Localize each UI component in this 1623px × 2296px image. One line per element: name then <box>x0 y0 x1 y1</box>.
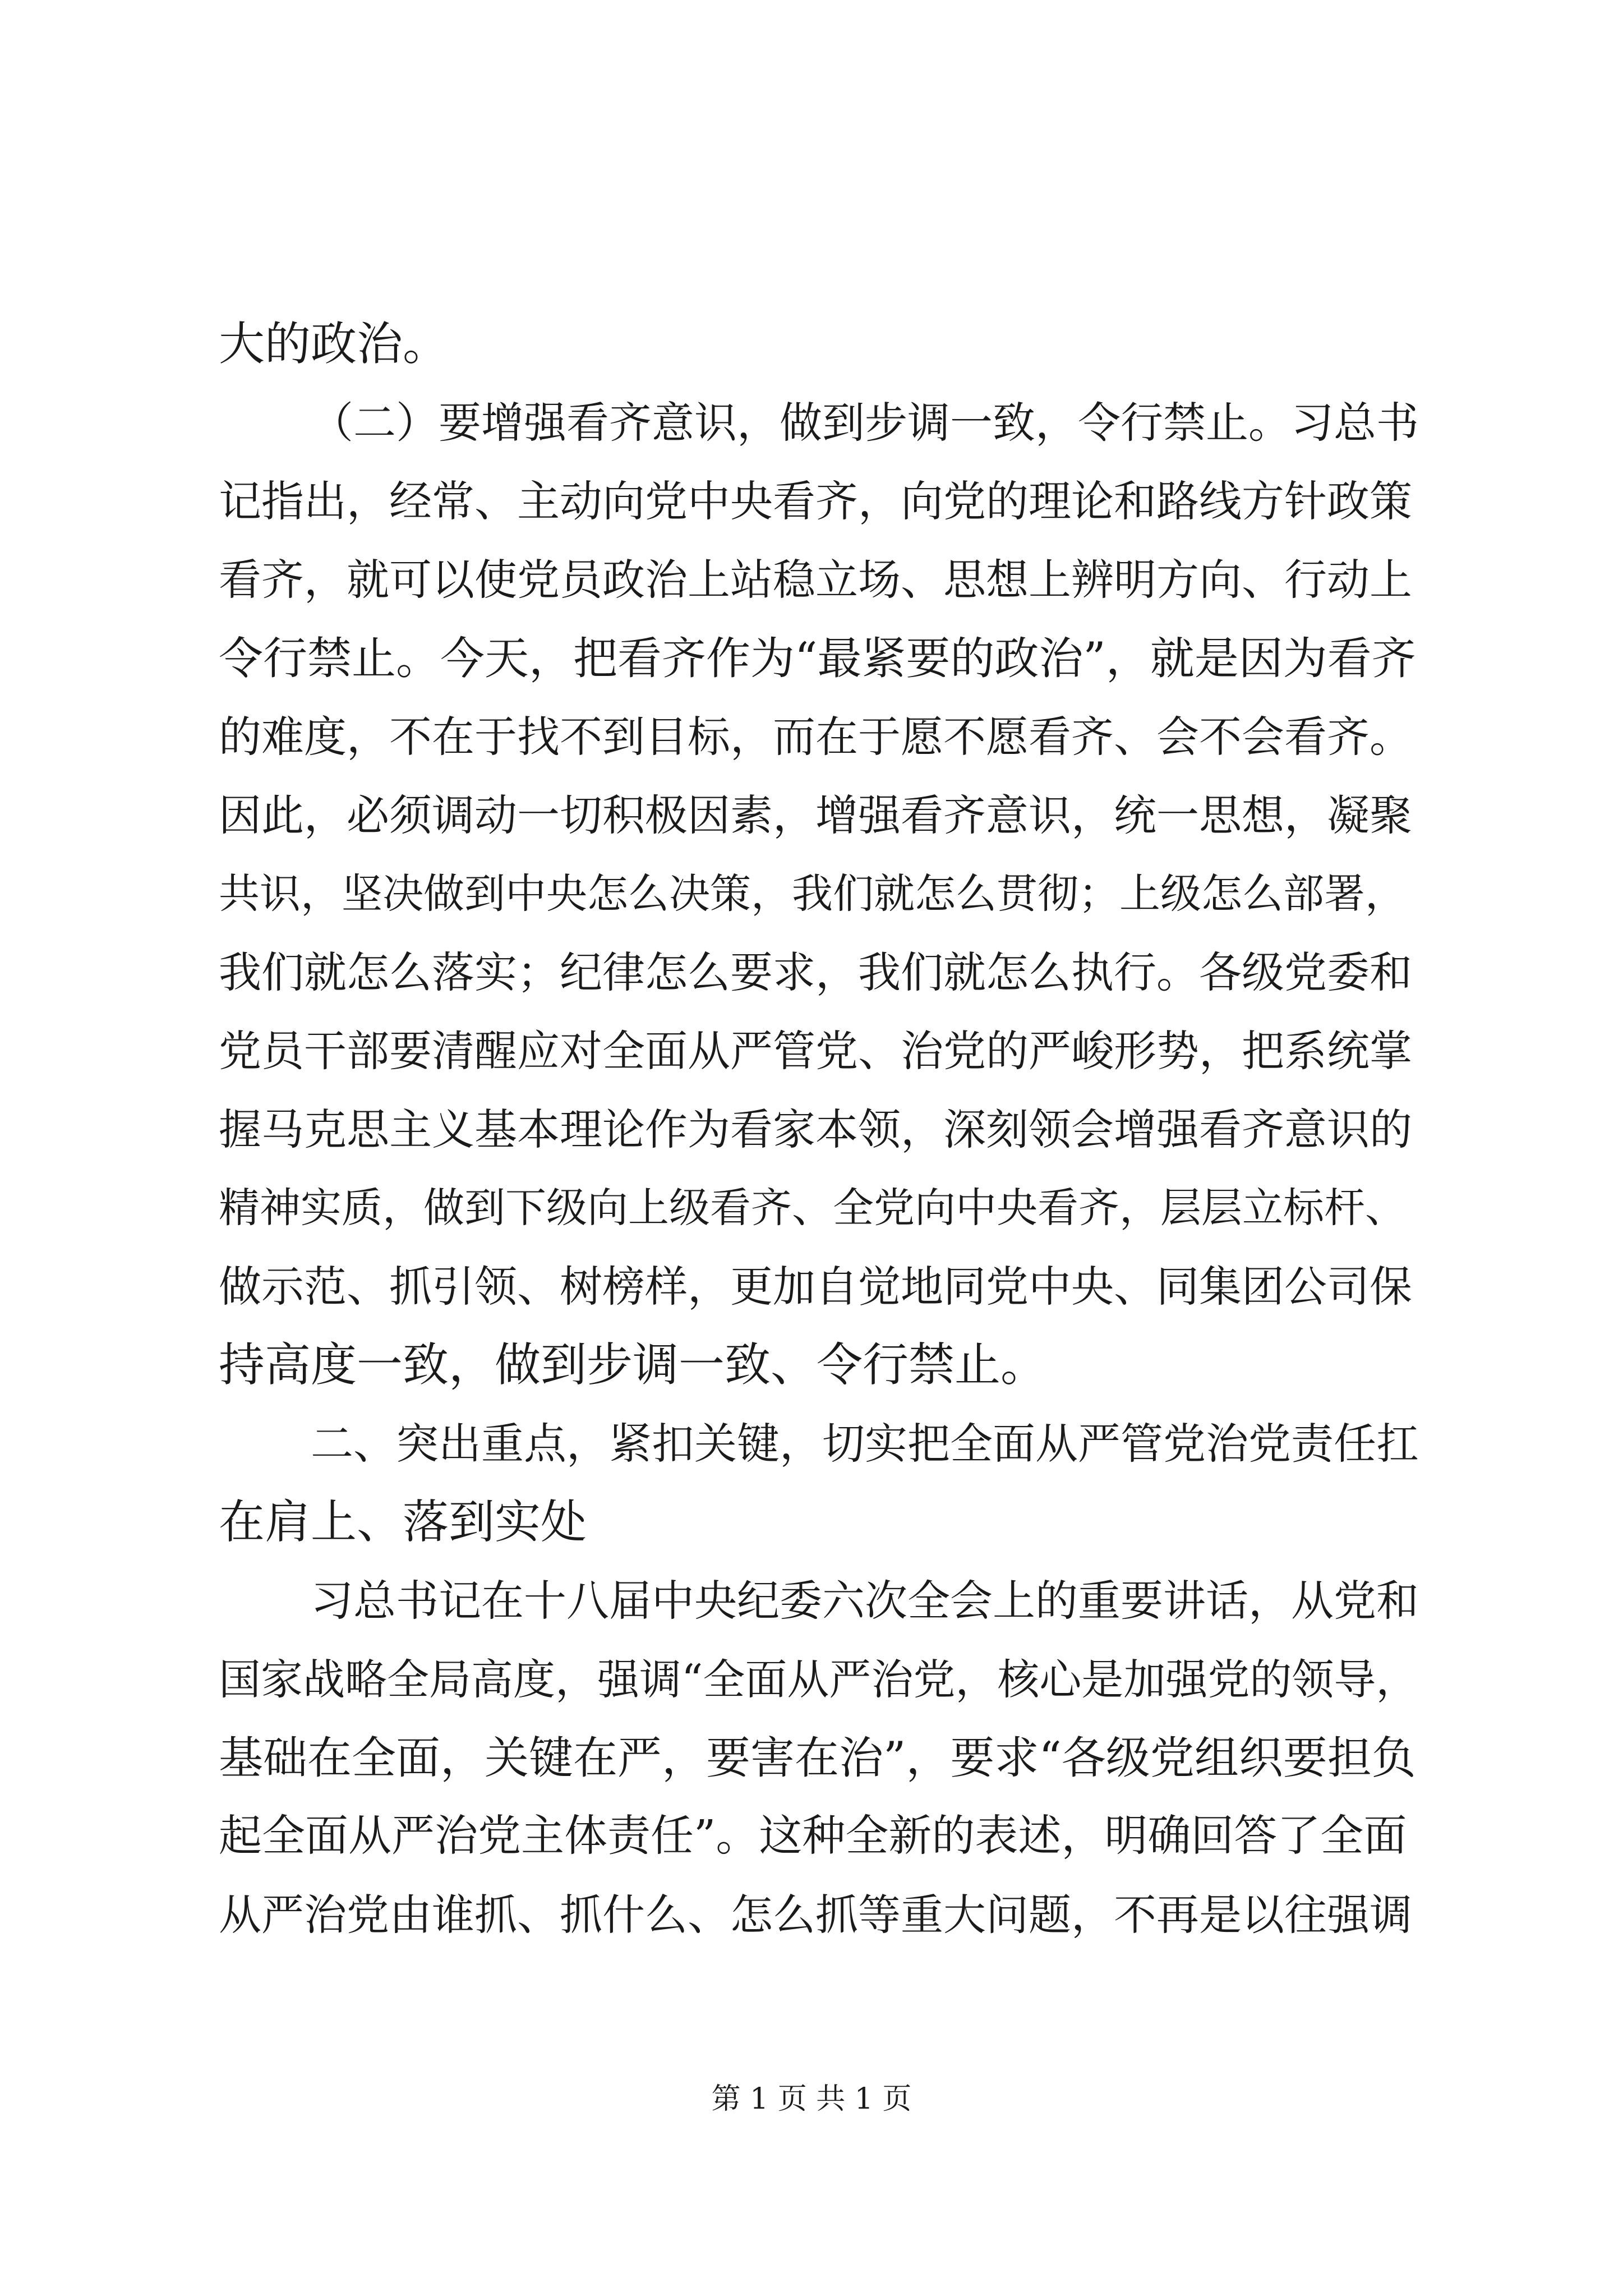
text-line: 看齐，就可以使党员政治上站稳立场、思想上辨明方向、行动上 <box>219 555 1412 605</box>
text-line: 握马克思主义基本理论作为看家本领，深刻领会增强看齐意识的 <box>219 1105 1412 1154</box>
text-line: 习总书记在十八届中央纪委六次全会上的重要讲话，从党和 <box>311 1576 1419 1626</box>
text-line: 基础在全面，关键在严，要害在治”，要求“各级党组织要担负 <box>219 1732 1416 1784</box>
page-number-footer: 第 1 页 共 1 页 <box>711 2082 912 2116</box>
text-line: 共识，坚决做到中央怎么决策，我们就怎么贯彻；上级怎么部署， <box>219 870 1406 918</box>
text-line: 我们就怎么落实；纪律怎么要求，我们就怎么执行。各级党委和 <box>219 947 1412 997</box>
text-line: （二）要增强看齐意识，做到步调一致，令行禁止。习总书 <box>311 398 1419 448</box>
text-line: 因此，必须调动一切积极因素，增强看齐意识，统一思想，凝聚 <box>219 790 1412 840</box>
text-line: 持高度一致，做到步调一致、令行禁止。 <box>219 1338 1047 1392</box>
text-line: 起全面从严治党主体责任”。这种全新的表述，明确回答了全面 <box>219 1811 1407 1861</box>
text-line: 党员干部要清醒应对全面从严管党、治党的严峻形势，把系统掌 <box>219 1026 1412 1076</box>
text-line: 的难度，不在于找不到目标，而在于愿不愿看齐、会不会看齐。 <box>219 712 1412 762</box>
text-line: 令行禁止。今天，把看齐作为“最紧要的政治”，就是因为看齐 <box>219 633 1416 684</box>
text-line: 国家战略全局高度，强调“全面从严治党，核心是加强党的领导， <box>219 1655 1418 1704</box>
text-line: 从严治党由谁抓、抓什么、怎么抓等重大问题，不再是以往强调 <box>219 1890 1412 1940</box>
text-line: 做示范、抓引领、树榜样，更加自觉地同党中央、同集团公司保 <box>219 1262 1412 1312</box>
text-line: 大的政治。 <box>219 318 449 371</box>
section-heading-line: 二、突出重点，紧扣关键，切实把全面从严管党治党责任扛 <box>311 1419 1419 1469</box>
text-line: 精神实质，做到下级向上级看齐、全党向中央看齐，层层立标杆、 <box>219 1184 1406 1232</box>
text-line: 记指出，经常、主动向党中央看齐，向党的理论和路线方针政策 <box>219 476 1412 526</box>
section-heading-line: 在肩上、落到实处 <box>219 1496 587 1549</box>
